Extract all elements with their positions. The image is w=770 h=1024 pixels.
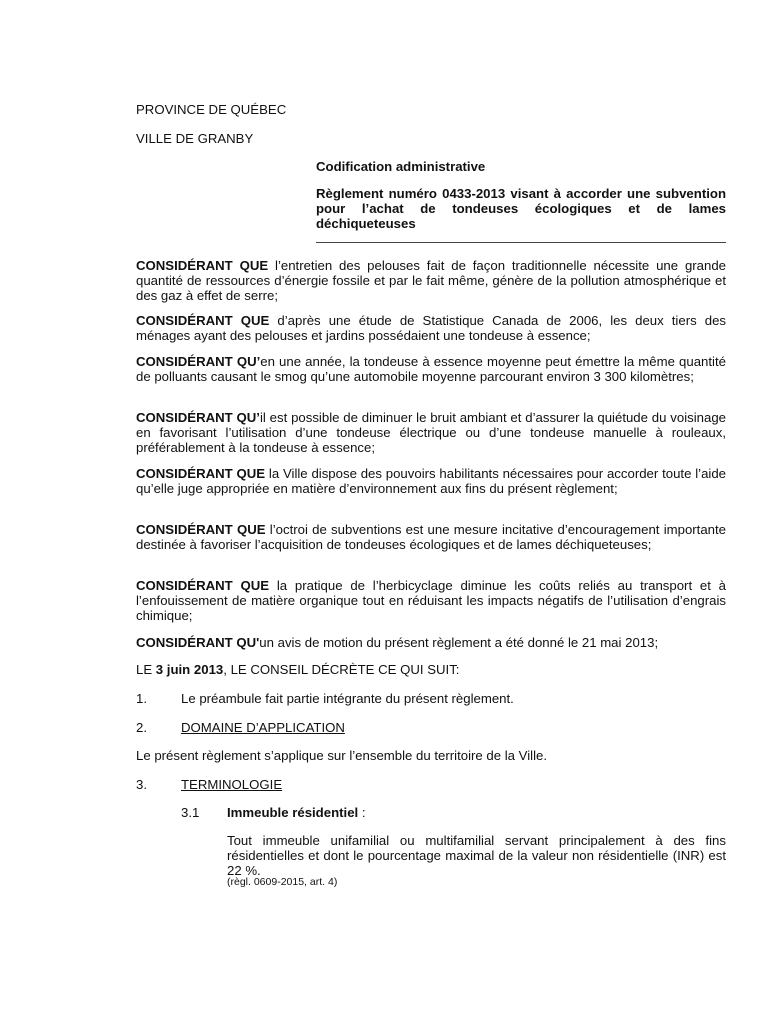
considerant-6: [136, 522, 726, 552]
considerant-lead: CONSIDÉRANT QUE: [136, 578, 270, 593]
considerant-text: la Ville dispose des pouvoirs habilitants nécessaires pour accorder toute l’aide qu’elle juge appropriée en matière d’environnement aux fins du présent règlement;: [136, 466, 726, 497]
article-2-number: 2.: [136, 720, 147, 735]
considerant-lead: CONSIDÉRANT QUE: [136, 313, 270, 328]
considerant-lead: CONSIDÉRANT QUE: [136, 522, 266, 537]
decree-date: 3 juin 2013: [155, 662, 224, 677]
article-3-1-colon: :: [358, 805, 366, 820]
considerant-text: en une année, la tondeuse à essence moyenne peut émettre la même quantité de polluants causant le smog qu’une automobile moyenne parcourant environ 3 300 kilomètres;: [136, 354, 726, 385]
considerant-text: un avis de motion du présent règlement a été donné le 21 mai 2013;: [259, 635, 659, 650]
article-3-title: TERMINOLOGIE: [181, 777, 283, 792]
reglement-title: Règlement numéro 0433-2013 visant à accorder une subvention pour l’achat de tondeuses écologiques et de lames déchiqueteuses: [316, 186, 726, 232]
decree-line: [136, 662, 726, 677]
province-line: PROVINCE DE QUÉBEC: [136, 102, 287, 117]
codification-label: Codification administrative: [316, 159, 486, 174]
considerant-text: la pratique de l’herbicyclage diminue les coûts reliés au transport et à l’enfouissement de matière organique tout en réduisant les impacts négatifs de l’utilisation d’engrais chimique;: [136, 578, 727, 624]
article-1-number: 1.: [136, 691, 147, 706]
considerant-text: d’après une étude de Statistique Canada de 2006, les deux tiers des ménages ayant des pelouses et jardins possédaient une tondeuse à essence;: [136, 313, 726, 344]
considerant-2: [136, 313, 726, 343]
considerant-lead: CONSIDÉRANT QU’: [136, 354, 261, 369]
considerant-text: l’entretien des pelouses fait de façon traditionnelle nécessite une grande quantité de ressources d’énergie fossile et par le fait même, génère de la pollution atmosphérique et des gaz à effet de serre;: [136, 258, 727, 304]
considerant-text: il est possible de diminuer le bruit ambiant et d’assurer la quiétude du voisinage en favorisant l’utilisation d’une tondeuse électrique ou d’une tondeuse manuelle à rouleaux, préférablement à la tondeuse à essence;: [136, 410, 727, 456]
considerant-3: [136, 354, 726, 384]
article-2-title: DOMAINE D’APPLICATION: [181, 720, 345, 735]
considerant-lead: CONSIDÉRANT QU’: [136, 410, 260, 425]
considerant-lead: CONSIDÉRANT QUE: [136, 258, 269, 273]
article-3-1-reference: (règl. 0609-2015, art. 4): [227, 876, 338, 888]
ville-line: VILLE DE GRANBY: [136, 131, 254, 146]
article-3-1-number: 3.1: [181, 805, 200, 820]
considerant-4: [136, 410, 726, 456]
considerant-text: l’octroi de subventions est une mesure incitative d’encouragement importante destinée à favoriser l’acquisition de tondeuses écologiques et de lames déchiqueteuses;: [136, 522, 726, 553]
article-3-1-title: Immeuble résidentiel: [227, 805, 359, 820]
article-1-text: Le préambule fait partie intégrante du présent règlement.: [181, 691, 514, 706]
decree-prefix: LE: [136, 662, 156, 677]
considerant-lead: CONSIDÉRANT QUE: [136, 466, 266, 481]
article-3-number: 3.: [136, 777, 147, 792]
considerant-lead: CONSIDÉRANT QU': [136, 635, 260, 650]
considerant-1: [136, 258, 726, 304]
title-divider: [316, 242, 726, 243]
decree-suffix: , LE CONSEIL DÉCRÈTE CE QUI SUIT:: [223, 662, 460, 677]
considerant-5: [136, 466, 726, 496]
considerant-7: [136, 578, 726, 624]
considerant-8: [136, 635, 726, 650]
article-3-1-text: Tout immeuble unifamilial ou multifamilial servant principalement à des fins résidentielles et dont le pourcentage maximal de la valeur non résidentielle (INR) est 22 %.: [227, 833, 726, 879]
article-2-text: Le présent règlement s’applique sur l’ensemble du territoire de la Ville.: [136, 748, 547, 763]
article-3-1-heading: [227, 805, 727, 820]
